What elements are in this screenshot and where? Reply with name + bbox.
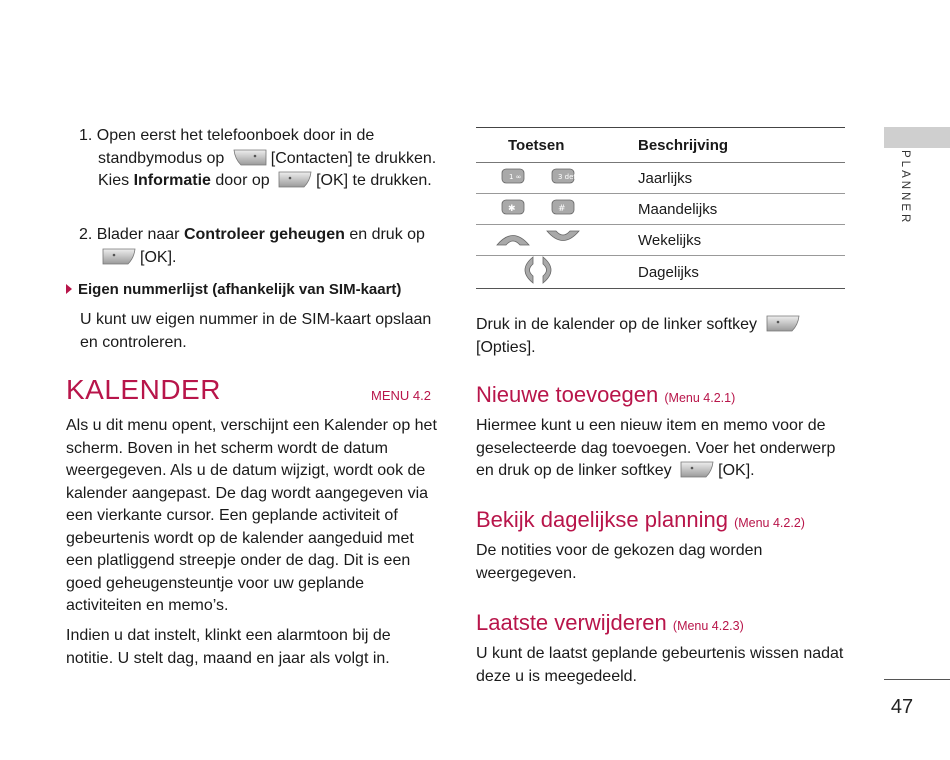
section-text-laatste-verwijderen: U kunt de laatst geplande gebeurtenis wissen nadat deze u is meegedeeld. <box>476 645 844 685</box>
table-cell: Dagelijks <box>638 256 845 289</box>
svg-text:#: # <box>558 204 566 214</box>
key-hash-icon <box>551 198 575 220</box>
section-text-nieuwe-toevoegen: Hiermee kunt u een nieuw item en memo voor de geselecteerde dag toevoegen. Voer het onderwerp en druk op de linker softkey [OK]. <box>476 417 836 479</box>
page-number: 47 <box>890 696 914 718</box>
section-heading-laatste-verwijderen: Laatste verwijderen (Menu 4.2.3) <box>476 610 744 635</box>
menu-number: MENU 4.2 <box>371 388 431 403</box>
table-header-row <box>476 128 845 163</box>
section-title-kalender: KALENDER <box>66 374 221 405</box>
left-softkey-icon <box>102 248 136 265</box>
side-tab-bar <box>884 127 950 148</box>
kalender-paragraph-2: Indien u dat instelt, klinkt een alarmtoon bij de notitie. U stelt dag, maand en jaar als volgt in. <box>66 627 391 667</box>
nav-down-icon <box>546 230 580 250</box>
bullet-text: U kunt uw eigen nummer in de SIM-kaart opslaan en controleren. <box>80 311 432 351</box>
table-row <box>476 225 845 256</box>
table-row <box>476 256 845 289</box>
kalender-paragraph-1: Als u dit menu opent, verschijnt een Kalender op het scherm. Boven in het scherm wordt de datum weergegeven. Als u de datum wijzigt, wordt ook de kalender aangepast. De dag wordt aangegeven via een vierkante cursor. Een geplande activiteit of gebeurtenis wordt op de kalender aangeduid met een platliggend streepje onder de dag. Dit is een goed geheugensteuntje voor uw geplande activiteiten en memo’s. <box>66 417 437 614</box>
page-number-rule <box>884 679 950 680</box>
svg-text:1 ∞: 1 ∞ <box>509 173 522 181</box>
bullet-heading: Eigen nummerlijst (afhankelijk van SIM-kaart) <box>66 280 441 300</box>
side-tab-label: PLANNER <box>899 150 911 226</box>
key-table <box>476 127 845 289</box>
step-1: 1. Open eerst het telefoonboek door in de standbymodus op [Contacten] te drukken. Kies Informatie door op [OK] te drukken. <box>79 127 437 189</box>
left-softkey-icon <box>278 171 312 188</box>
svg-text:✱: ✱ <box>508 204 516 214</box>
left-softkey-icon <box>680 461 714 478</box>
table-row <box>476 194 845 225</box>
right-softkey-icon <box>233 149 267 166</box>
key-1-icon <box>501 167 525 189</box>
table-cell: Wekelijks <box>638 225 845 256</box>
left-softkey-icon <box>766 315 800 332</box>
table-row <box>476 163 845 194</box>
svg-text:3 def: 3 def <box>558 173 575 181</box>
table-cell: Maandelijks <box>638 194 845 225</box>
section-heading-bekijk-planning: Bekijk dagelijkse planning (Menu 4.2.2) <box>476 507 805 532</box>
table-header: Toetsen <box>476 128 638 163</box>
table-cell: Jaarlijks <box>638 163 845 194</box>
section-heading-nieuwe-toevoegen: Nieuwe toevoegen (Menu 4.2.1) <box>476 382 736 407</box>
nav-left-right-icon <box>513 256 563 288</box>
table-header: Beschrijving <box>638 128 845 163</box>
step-2: 2. Blader naar Controleer geheugen en druk op [OK]. <box>79 226 425 266</box>
section-text-bekijk-planning: De notities voor de gekozen dag worden weergegeven. <box>476 542 763 582</box>
nav-up-icon <box>496 230 530 250</box>
key-star-icon <box>501 198 525 220</box>
triangle-bullet-icon <box>66 284 72 294</box>
key-3-icon <box>551 167 575 189</box>
options-text: Druk in de kalender op de linker softkey [Opties]. <box>476 314 846 359</box>
